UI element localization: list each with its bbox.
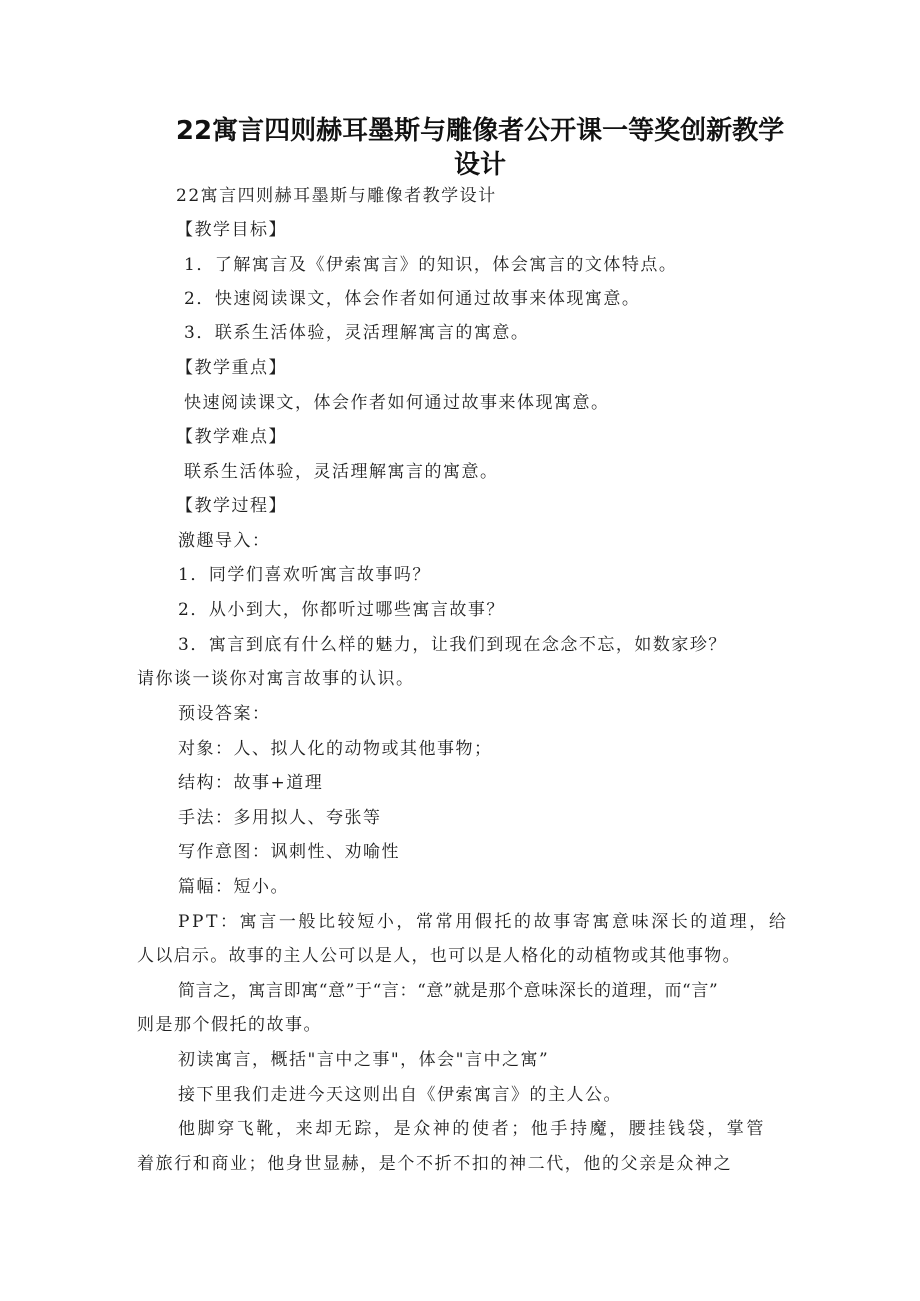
document-title-line2: 设计 (453, 150, 506, 180)
answer-structure: 结构：故事+道理 (178, 773, 324, 793)
question-1: 1．同学们喜欢听寓言故事吗？ (178, 565, 431, 585)
hermes-paragraph-line1: 他脚穿飞靴，来却无踪，是众神的使者；他手持魔，腰挂钱袋，掌管 (178, 1119, 766, 1139)
ppt-paragraph-line1: PPT：寓言一般比较短小，常常用假托的故事寄寓意味深长的道理，给 (178, 912, 789, 932)
heading-key-points: 【教学重点】 (176, 358, 287, 378)
subtitle: 22寓言四则赫耳墨斯与雕像者教学设计 (176, 186, 497, 206)
goal-item-1: 1．了解寓言及《伊索寓言》的知识，体会寓言的文体特点。 (184, 255, 678, 275)
key-points-text: 快速阅读课文，体会作者如何通过故事来体现寓意。 (184, 393, 610, 413)
answer-method: 手法：多用拟人、夸张等 (178, 808, 382, 828)
brief-paragraph-line2: 则是那个假托的故事。 (137, 1015, 322, 1035)
document-title-line1: 22寓言四则赫耳墨斯与雕像者公开课一等奖创新教学 (175, 116, 785, 146)
goal-item-2: 2．快速阅读课文，体会作者如何通过故事来体现寓意。 (184, 289, 641, 309)
answer-object: 对象：人、拟人化的动物或其他事物； (178, 739, 493, 759)
question-3-line2: 请你谈一谈你对寓言故事的认识。 (137, 669, 415, 689)
question-3-line1: 3．寓言到底有什么样的魅力，让我们到现在念念不忘，如数家珍？ (178, 635, 727, 655)
heading-difficulties: 【教学难点】 (176, 427, 287, 447)
question-2: 2．从小到大，你都听过哪些寓言故事？ (178, 600, 505, 620)
hermes-paragraph-line2: 着旅行和商业；他身世显赫，是个不折不扣的神二代，他的父亲是众神之 (137, 1154, 733, 1174)
heading-teaching-goals: 【教学目标】 (176, 220, 287, 240)
ppt-paragraph-line2: 人以启示。故事的主人公可以是人，也可以是人格化的动植物或其他事物。 (137, 946, 741, 966)
brief-paragraph-line1: 简言之，寓言即寓“意”于“言：“意”就是那个意味深长的道理，而“言” (178, 981, 719, 1001)
answer-intent: 写作意图：讽刺性、劝喻性 (178, 842, 400, 862)
next-text: 接下里我们走进今天这则出自《伊索寓言》的主人公。 (178, 1085, 622, 1105)
heading-process: 【教学过程】 (176, 496, 287, 516)
intro-label: 激趣导入： (178, 531, 271, 551)
answer-length: 篇幅：短小。 (178, 877, 289, 897)
first-read-text: 初读寓言，概括"言中之事"，体会"言中之寓” (178, 1050, 550, 1070)
answer-label: 预设答案： (178, 704, 271, 724)
difficulties-text: 联系生活体验，灵活理解寓言的寓意。 (184, 462, 499, 482)
goal-item-3: 3．联系生活体验，灵活理解寓言的寓意。 (184, 323, 530, 343)
